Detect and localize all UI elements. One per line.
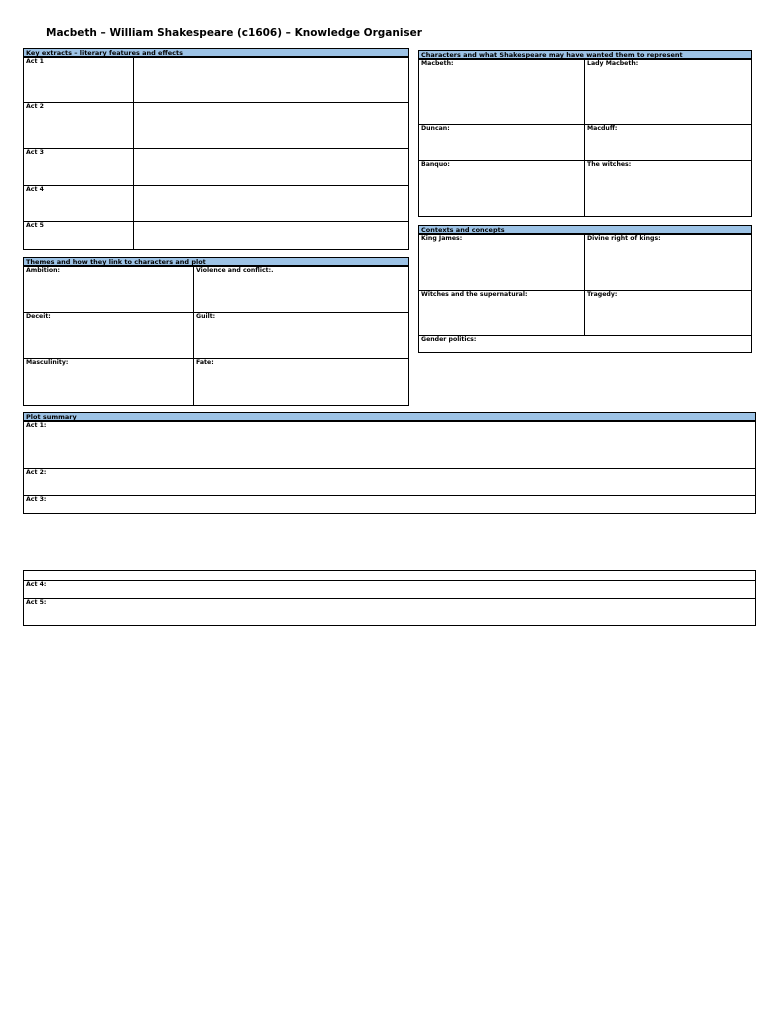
key-extract-act-5-answer[interactable] xyxy=(133,221,409,250)
contexts-heading: Contexts and concepts xyxy=(418,225,752,234)
plot-act-4[interactable]: Act 4: xyxy=(23,580,756,599)
plot-summary-heading: Plot summary xyxy=(23,412,756,421)
characters-section xyxy=(418,50,752,217)
theme-fate[interactable]: Fate: xyxy=(193,358,409,406)
plot-act-3[interactable]: Act 3: xyxy=(23,495,756,514)
theme-deceit[interactable]: Deceit: xyxy=(23,312,194,359)
character-macbeth[interactable]: Macbeth: xyxy=(418,59,585,125)
key-extract-act-1-answer[interactable] xyxy=(133,57,409,103)
key-extract-act-3-answer[interactable] xyxy=(133,148,409,186)
key-extract-act-4-label: Act 4 xyxy=(23,185,134,222)
document-title: Macbeth – William Shakespeare (c1606) – Knowledge Organiser xyxy=(46,27,422,39)
contexts-section xyxy=(418,225,752,353)
context-tragedy[interactable]: Tragedy: xyxy=(584,290,752,336)
characters-heading: Characters and what Shakespeare may have wanted them to represent xyxy=(418,50,752,59)
themes-heading: Themes and how they link to characters and plot xyxy=(23,257,409,266)
character-the-witches[interactable]: The witches: xyxy=(584,160,752,217)
character-lady-macbeth[interactable]: Lady Macbeth: xyxy=(584,59,752,125)
key-extracts-section xyxy=(23,48,409,250)
character-banquo[interactable]: Banquo: xyxy=(418,160,585,217)
key-extract-act-2-answer[interactable] xyxy=(133,102,409,149)
plot-act-1[interactable]: Act 1: xyxy=(23,421,756,469)
theme-masculinity[interactable]: Masculinity: xyxy=(23,358,194,406)
character-duncan[interactable]: Duncan: xyxy=(418,124,585,161)
context-divine-right[interactable]: Divine right of kings: xyxy=(584,234,752,291)
character-macduff[interactable]: Macduff: xyxy=(584,124,752,161)
theme-violence-conflict[interactable]: Violence and conflict:. xyxy=(193,266,409,313)
plot-act-5[interactable]: Act 5: xyxy=(23,598,756,626)
key-extracts-heading: Key extracts – literary features and effects xyxy=(23,48,409,57)
plot-summary-continued xyxy=(23,570,756,626)
key-extract-act-3-label: Act 3 xyxy=(23,148,134,186)
context-witches-supernatural[interactable]: Witches and the supernatural: xyxy=(418,290,585,336)
key-extract-act-1-label: Act 1 xyxy=(23,57,134,103)
plot-act-2[interactable]: Act 2: xyxy=(23,468,756,496)
context-gender-politics[interactable]: Gender politics: xyxy=(418,335,752,353)
key-extract-act-5-label: Act 5 xyxy=(23,221,134,250)
theme-guilt[interactable]: Guilt: xyxy=(193,312,409,359)
themes-section xyxy=(23,257,409,406)
key-extract-act-4-answer[interactable] xyxy=(133,185,409,222)
key-extract-act-2-label: Act 2 xyxy=(23,102,134,149)
theme-ambition[interactable]: Ambition: xyxy=(23,266,194,313)
plot-summary-section xyxy=(23,412,756,514)
context-king-james[interactable]: King James: xyxy=(418,234,585,291)
